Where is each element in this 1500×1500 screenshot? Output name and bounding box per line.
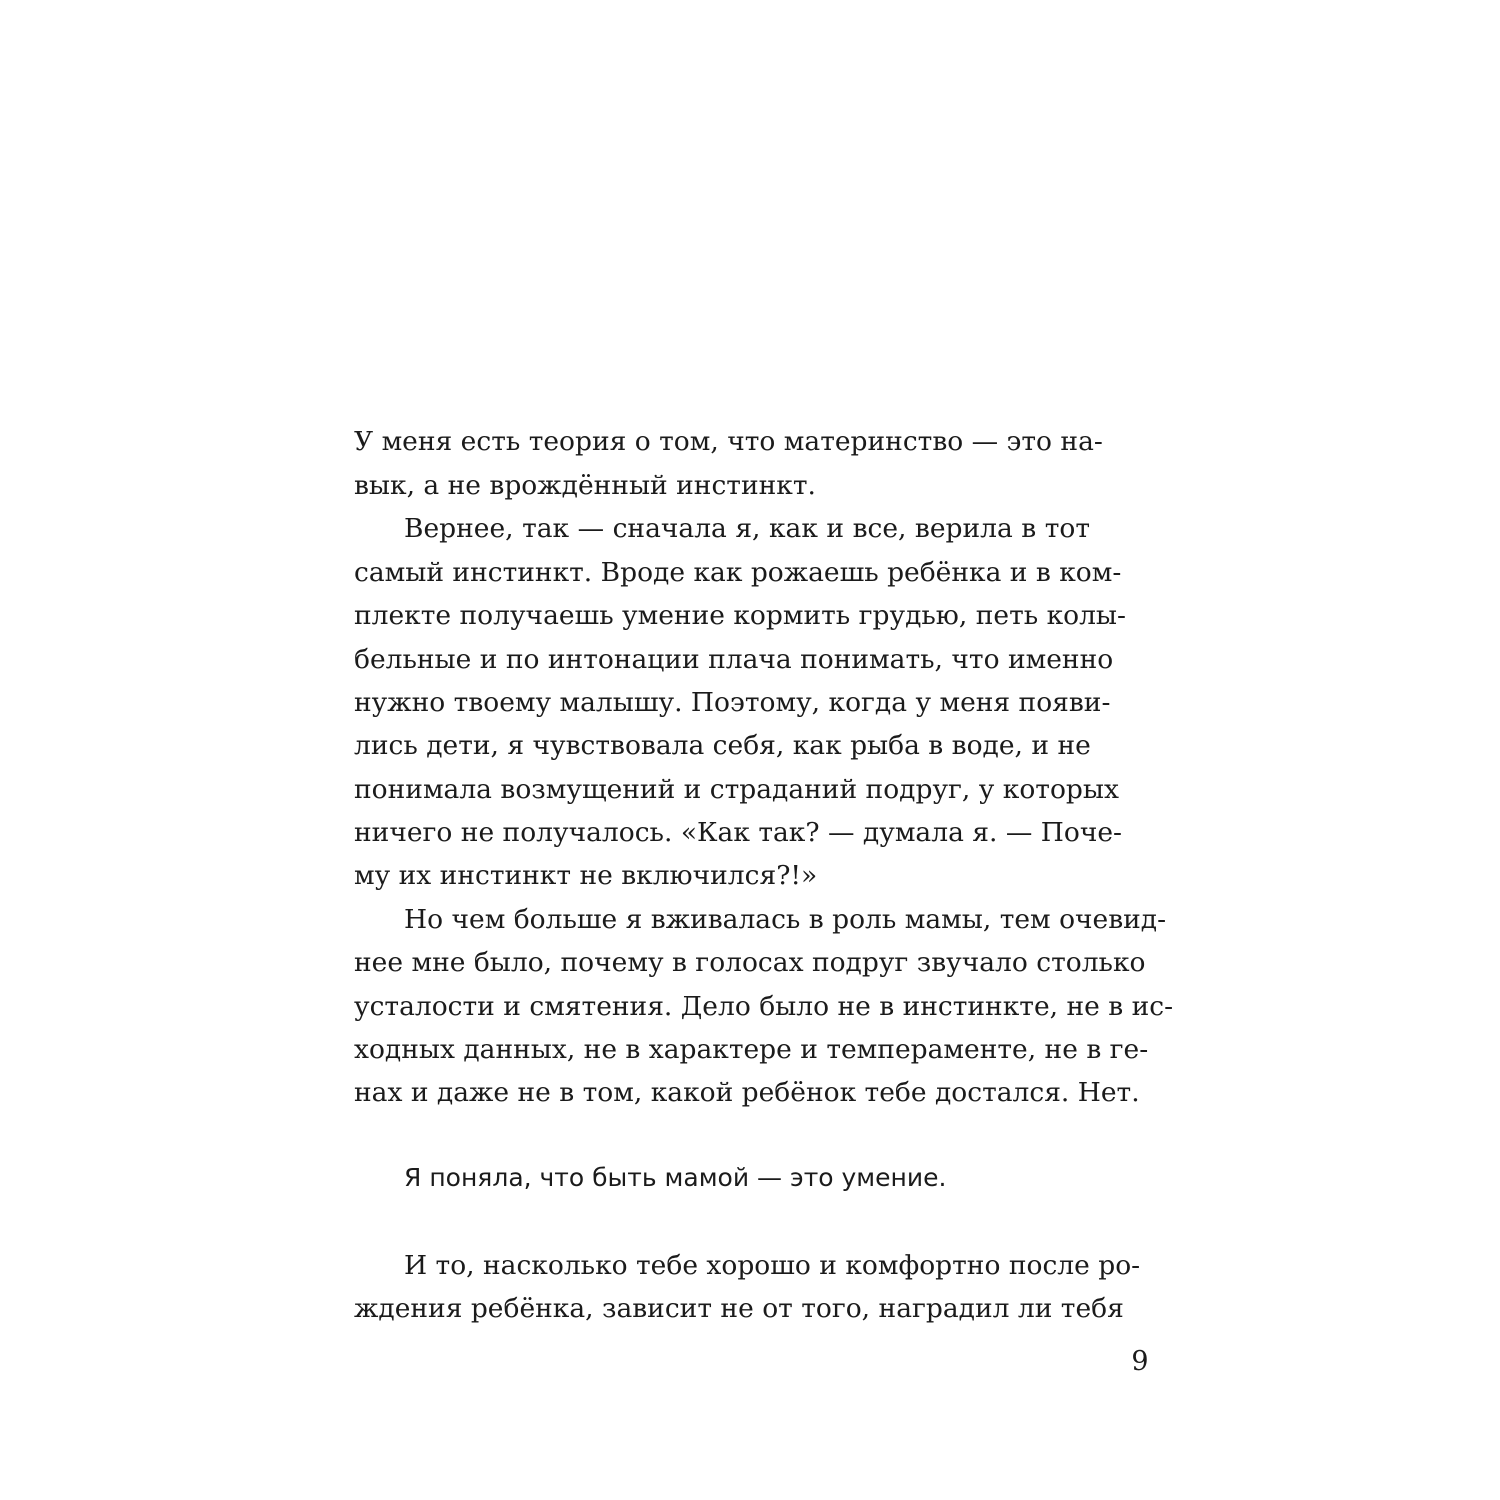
text-line: Но чем больше я вживалась в роль мамы, тем очевид- bbox=[404, 904, 1167, 935]
text-line: ничего не получалось. «Как так? — думала я. — Поче- bbox=[354, 817, 1122, 848]
text-line: ждения ребёнка, зависит не от того, наградил ли тебя bbox=[354, 1293, 1124, 1324]
text-line: понимала возмущений и страданий подруг, у которых bbox=[354, 774, 1119, 805]
text-line: нее мне было, почему в голосах подруг звучало столько bbox=[354, 947, 1146, 978]
text-line: му их инстинкт не включился?!» bbox=[354, 860, 818, 891]
page-number: 9 bbox=[1131, 1346, 1149, 1377]
highlight-statement: Я поняла, что быть мамой — это умение. bbox=[404, 1163, 947, 1192]
text-line: нах и даже не в том, какой ребёнок тебе достался. Нет. bbox=[354, 1077, 1140, 1108]
text-line: ходных данных, не в характере и темпераменте, не в ге- bbox=[354, 1034, 1149, 1065]
text-line: лись дети, я чувствовала себя, как рыба в воде, и не bbox=[354, 730, 1091, 761]
text-line: Вернее, так — сначала я, как и все, верила в тот bbox=[404, 513, 1090, 544]
text-line: усталости и смятения. Дело было не в инстинкте, не в ис- bbox=[354, 991, 1174, 1022]
text-line: плекте получаешь умение кормить грудью, петь колы- bbox=[354, 600, 1126, 631]
text-line: И то, насколько тебе хорошо и комфортно после ро- bbox=[404, 1250, 1141, 1281]
text-line: нужно твоему малышу. Поэтому, когда у меня появи- bbox=[354, 687, 1111, 718]
text-line: бельные и по интонации плача понимать, что именно bbox=[354, 644, 1114, 675]
text-line: У меня есть теория о том, что материнство — это на- bbox=[354, 426, 1103, 457]
text-line: самый инстинкт. Вроде как рожаешь ребёнка и в ком- bbox=[354, 557, 1122, 588]
text-line: вык, а не врождённый инстинкт. bbox=[354, 470, 816, 501]
